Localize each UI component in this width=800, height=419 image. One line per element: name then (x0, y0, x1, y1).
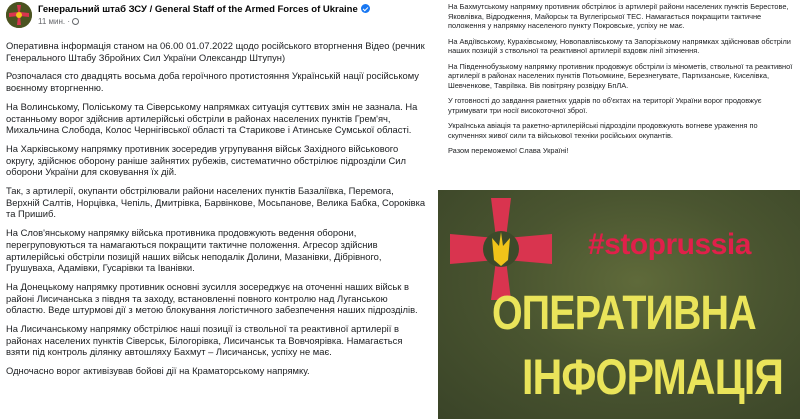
post-author[interactable] (38, 4, 370, 15)
post-paragraph: Одночасно ворог активізував бойові дії на Краматорському напрямку. (6, 365, 310, 377)
continuation-paragraph: На Бахмутському напрямку противник обстрілює із артилерії райони населених пунктів Берестове, Яковлівка, Відродження, Майорськ та Вуглегірської ТЕС. Намагається покращити тактичне положення у напрямку населеного пункту Покровське, успіху не має. (448, 2, 789, 30)
post-meta (38, 17, 79, 26)
banner-line-1: ОПЕРАТИВНА (492, 287, 756, 340)
cross-emblem-icon (6, 2, 32, 28)
post-paragraph: На Лисичанському напрямку обстрілює наші позиції із ствольної та реактивної артилерії в районах населених пунктів Сіверськ, Білогорівка, Лисичанськ та Вовчоярівка. Намагається взяти під контроль ділянку автошляху Бахмут – Лисичанськ, успіху не має. (6, 323, 403, 358)
post-paragraph: На Донецькому напрямку противник основні зусилля зосереджує на оточенні наших військ в районі Лисичанська з півдня та заходу, встановленні повного контролю над Луганською областю. Веде штурмові дії з метою блокування логістичного забезпечення наших підрозділів. (6, 280, 418, 316)
post-paragraph: На Харківському напрямку противник зосередив угрупування військ Західного військового округу, здійснює оборону раніше зайнятих рубежів, систематично обстрілює підрозділи Сил оборони України для сковування їх дій. (6, 142, 406, 178)
continuation-paragraph: На Авдіївському, Курахівському, Новопавлівському та Запорізькому напрямках здійснював обстріли наших позицій з ствольної та реактивної артилерії вздовж лінії зіткнення. (448, 36, 791, 55)
continuation-paragraph: Разом переможемо! Слава Україні! (448, 146, 569, 155)
post-paragraph: Оперативна інформація станом на 06.00 01.07.2022 щодо російського вторгнення Відео (речник Генерального Штабу Збройних Сил України Олександр Штупун) (6, 40, 425, 63)
banner-line-2: ІНФОРМАЦІЯ (522, 349, 784, 405)
post-image[interactable] (438, 190, 800, 419)
page-avatar[interactable] (6, 2, 32, 28)
post-body (6, 40, 428, 384)
post-paragraph: На Слов'янському напрямку війська противника продовжують ведення оборони, перегруповуються та намагаються покращити тактичне положення. Агресор здійснив артилерійські обстріли позицій наших військ неподалік Долини, Мазанівки, Дібрівного, Грушуваха, Адамівки, Гусарівки та Іванівки. (6, 227, 382, 274)
post-paragraph: На Волинському, Поліському та Сіверському напрямках ситуація суттєвих змін не зазнала. На останньому ворог здійснив артилерійські обстріли в районах населених пунктів Грем'яч, Михальчина Слобода, Колос Чернігівської області та Старикове і Атинське Сумської області. (6, 100, 418, 136)
post-header (6, 2, 430, 34)
continuation-paragraph: У готовності до завдання ракетних ударів по об'єктах на території України ворог продовжує утримувати три носії високоточної зброї. (448, 96, 762, 115)
continuation-paragraph: На Південнобузькому напрямку противник продовжує обстріли із мінометів, ствольної та реактивної артилерії в районах населених пунктів Потьомкине, Березнегувате, Партизанське, Киселівка, Шевченкове, Тавріївка. Вів повітряну розвідку БпЛА. (448, 61, 793, 90)
post-time[interactable]: 11 мин. · (38, 17, 71, 26)
continuation-panel (438, 0, 800, 419)
post-author-name[interactable]: Генеральний штаб ЗСУ / General Staff of the Armed Forces of Ukraine (38, 4, 358, 15)
post-paragraph: Так, з артилерії, окупанти обстрілювали райони населених пунктів Базаліївка, Перемога, Верхній Салтів, Норцівка, Чепіль, Дмитрівка, Барвінкове, Мосьпанове, Велика Бабка, Сороківка та Пришиб. (6, 185, 426, 220)
stoprussia-hashtag: #stoprussia (588, 228, 751, 261)
post-paragraph: Розпочалася сто двадцять восьма доба героїчного протистояння Українській нації російському воєнному вторгненню. (6, 70, 419, 94)
globe-icon (72, 18, 79, 25)
continuation-paragraph: Українська авіація та ракетно-артилерійські підрозділи продовжують вогневе ураження по скупченнях живої сили та військової техніки російських окупантів. (448, 121, 758, 140)
verified-badge-icon (361, 4, 370, 13)
continuation-text (448, 2, 796, 162)
